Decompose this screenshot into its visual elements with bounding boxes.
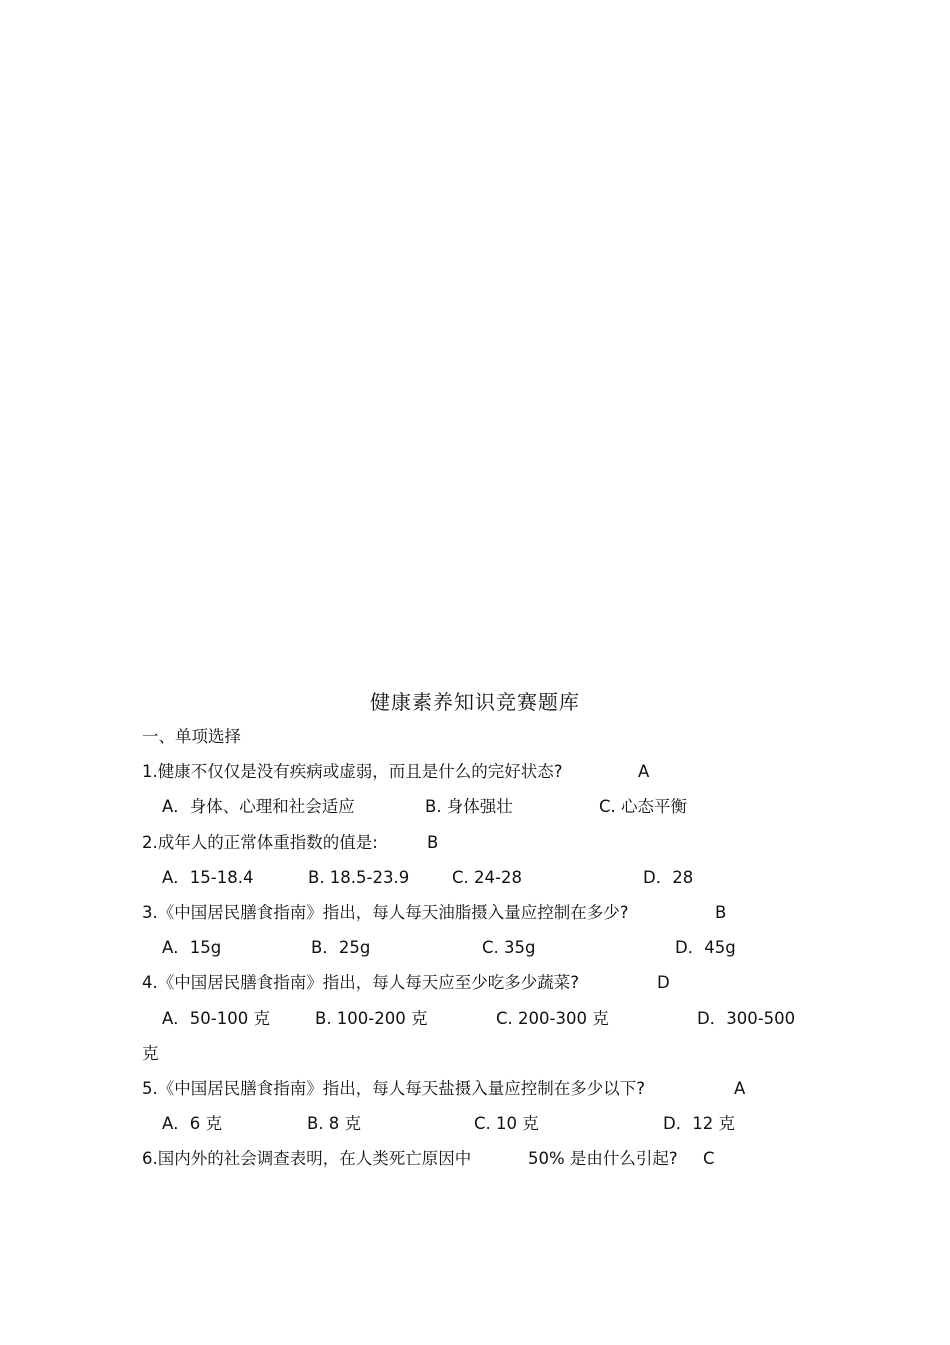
question-5-option-c: C. 10 克 [474, 1114, 539, 1133]
question-5-answer: A [734, 1079, 746, 1098]
question-4-option-b: B. 100-200 克 [315, 1009, 428, 1028]
question-3-answer: B [715, 903, 727, 922]
question-5-option-b: B. 8 克 [307, 1114, 362, 1133]
question-5-text: 5.《中国居民膳食指南》指出，每人每天盐摄入量应控制在多少以下? [142, 1079, 646, 1098]
question-4-option-c: C. 200-300 克 [496, 1009, 609, 1028]
question-2-option-a: A．15-18.4 [162, 868, 254, 887]
question-3-option-a: A．15g [162, 938, 222, 957]
question-3-text: 3.《中国居民膳食指南》指出，每人每天油脂摄入量应控制在多少? [142, 903, 629, 922]
question-1-text: 1.健康不仅仅是没有疾病或虚弱，而且是什么的完好状态? [142, 762, 563, 781]
question-4-text: 4.《中国居民膳食指南》指出，每人每天应至少吃多少蔬菜? [142, 973, 580, 992]
question-2-answer: B [427, 833, 439, 852]
question-4-option-d: D．300-500 [697, 1009, 796, 1028]
question-4-option-a: A．50-100 克 [162, 1009, 270, 1028]
question-2-option-b: B. 18.5-23.9 [308, 868, 410, 887]
question-2-text: 2.成年人的正常体重指数的值是: [142, 833, 378, 852]
question-1-option-c: C. 心态平衡 [599, 797, 688, 816]
section-heading: 一、单项选择 [142, 727, 241, 746]
question-6-answer: C [703, 1149, 715, 1168]
question-5-option-a: A．6 克 [162, 1114, 223, 1133]
question-3-option-b: B．25g [311, 938, 371, 957]
question-3-option-d: D．45g [675, 938, 736, 957]
question-1-option-b: B. 身体强壮 [425, 797, 513, 816]
question-6-text: 6.国内外的社会调查表明，在人类死亡原因中 [142, 1149, 472, 1168]
question-4-option-d-wrap: 克 [142, 1044, 159, 1063]
document-title: 健康素养知识竞赛题库 [370, 690, 580, 714]
question-6-text-cont: 50% 是由什么引起? [528, 1149, 678, 1168]
question-2-option-c: C. 24-28 [452, 868, 522, 887]
question-1-answer: A [638, 762, 650, 781]
question-3-option-c: C. 35g [482, 938, 536, 957]
question-2-option-d: D．28 [643, 868, 694, 887]
question-4-answer: D [657, 973, 670, 992]
question-5-option-d: D．12 克 [663, 1114, 735, 1133]
question-1-option-a: A．身体、心理和社会适应 [162, 797, 355, 816]
